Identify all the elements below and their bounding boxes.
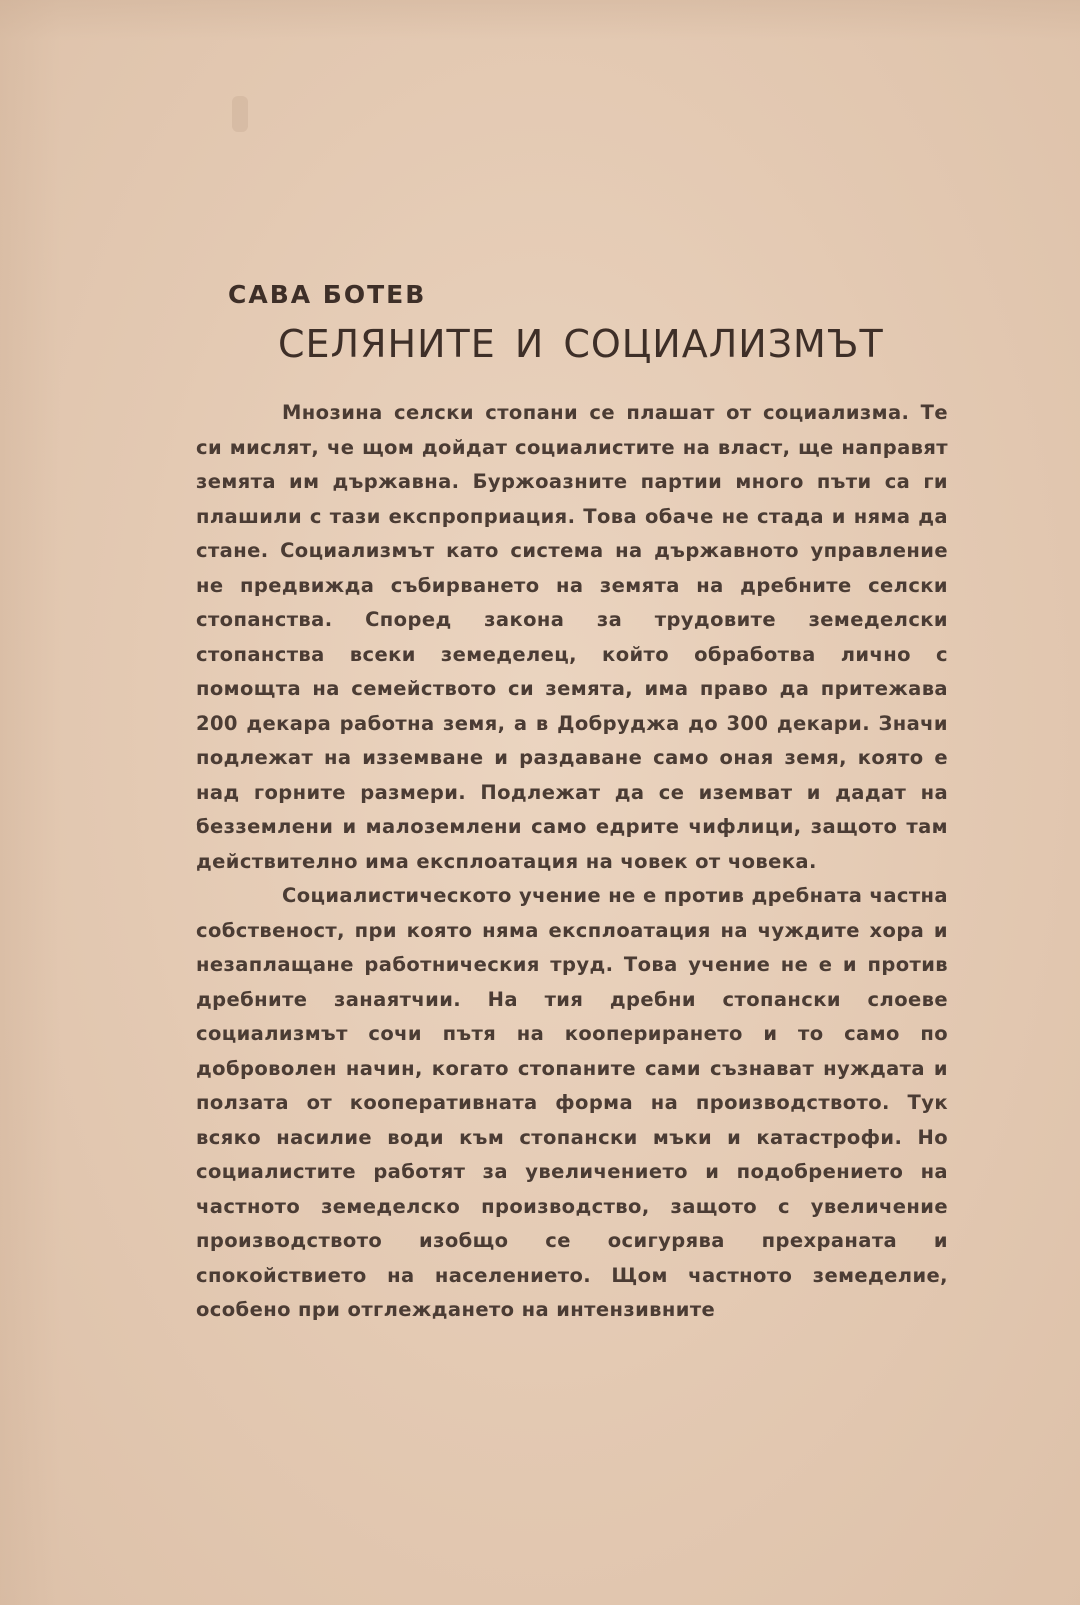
paragraph-1: Мнозина селски стопани се плашат от социализма. Те си мислят, че щом дойдат социалистите на власт, ще направят земята им държавна. Буржоазните партии много пъти са ги плашили с тази експроприация. Това обаче не стада и няма да стане. Социализмът като система на държавното управление не предвижда събирването на земята на дребните селски стопанства. Според закона за трудовите земеделски стопанства всеки земеделец, който обработва лично с помощта на семейството си земята, има право да притежава 200 декара работна земя, а в Добруджа до 300 декари. Значи подлежат на изземване и раздаване само оная земя, която е над горните размери. Подлежат да се иземват и дадат на безземлени и малоземлени само едрите чифлици, защото там действително има експлоатация на човек от човека. xyxy=(196,401,948,873)
paragraph-2: Социалистическото учение не е против дребната частна собственост, при която няма експлоатация на чуждите хора и незаплащане работническия труд. Това учение не е и против дребните занаятчии. На тия дребни стопански слоеве социализмът сочи пътя на кооперирането и то само по доброволен начин, когато стопаните сами съзнават нуждата и ползата от кооперативната форма на производството. Тук всяко насилие води към стопански мъки и катастрофи. Но социалистите работят за увеличението и подобрението на частното земеделско производство, защото с увеличение производството изобщо се осигурява прехраната и спокойствието на населението. Щом частното земеделие, особено при отглеждането на интензивните xyxy=(196,884,948,1321)
article-title: СЕЛЯНИТЕ И СОЦИАЛИЗМЪТ xyxy=(278,322,884,366)
page-edge-shadow-top xyxy=(0,0,1080,40)
page-edge-shadow-left xyxy=(0,0,60,1605)
author-name: САВА БОТЕВ xyxy=(228,280,427,309)
paper-stain xyxy=(232,96,248,132)
article-body xyxy=(196,396,948,1440)
